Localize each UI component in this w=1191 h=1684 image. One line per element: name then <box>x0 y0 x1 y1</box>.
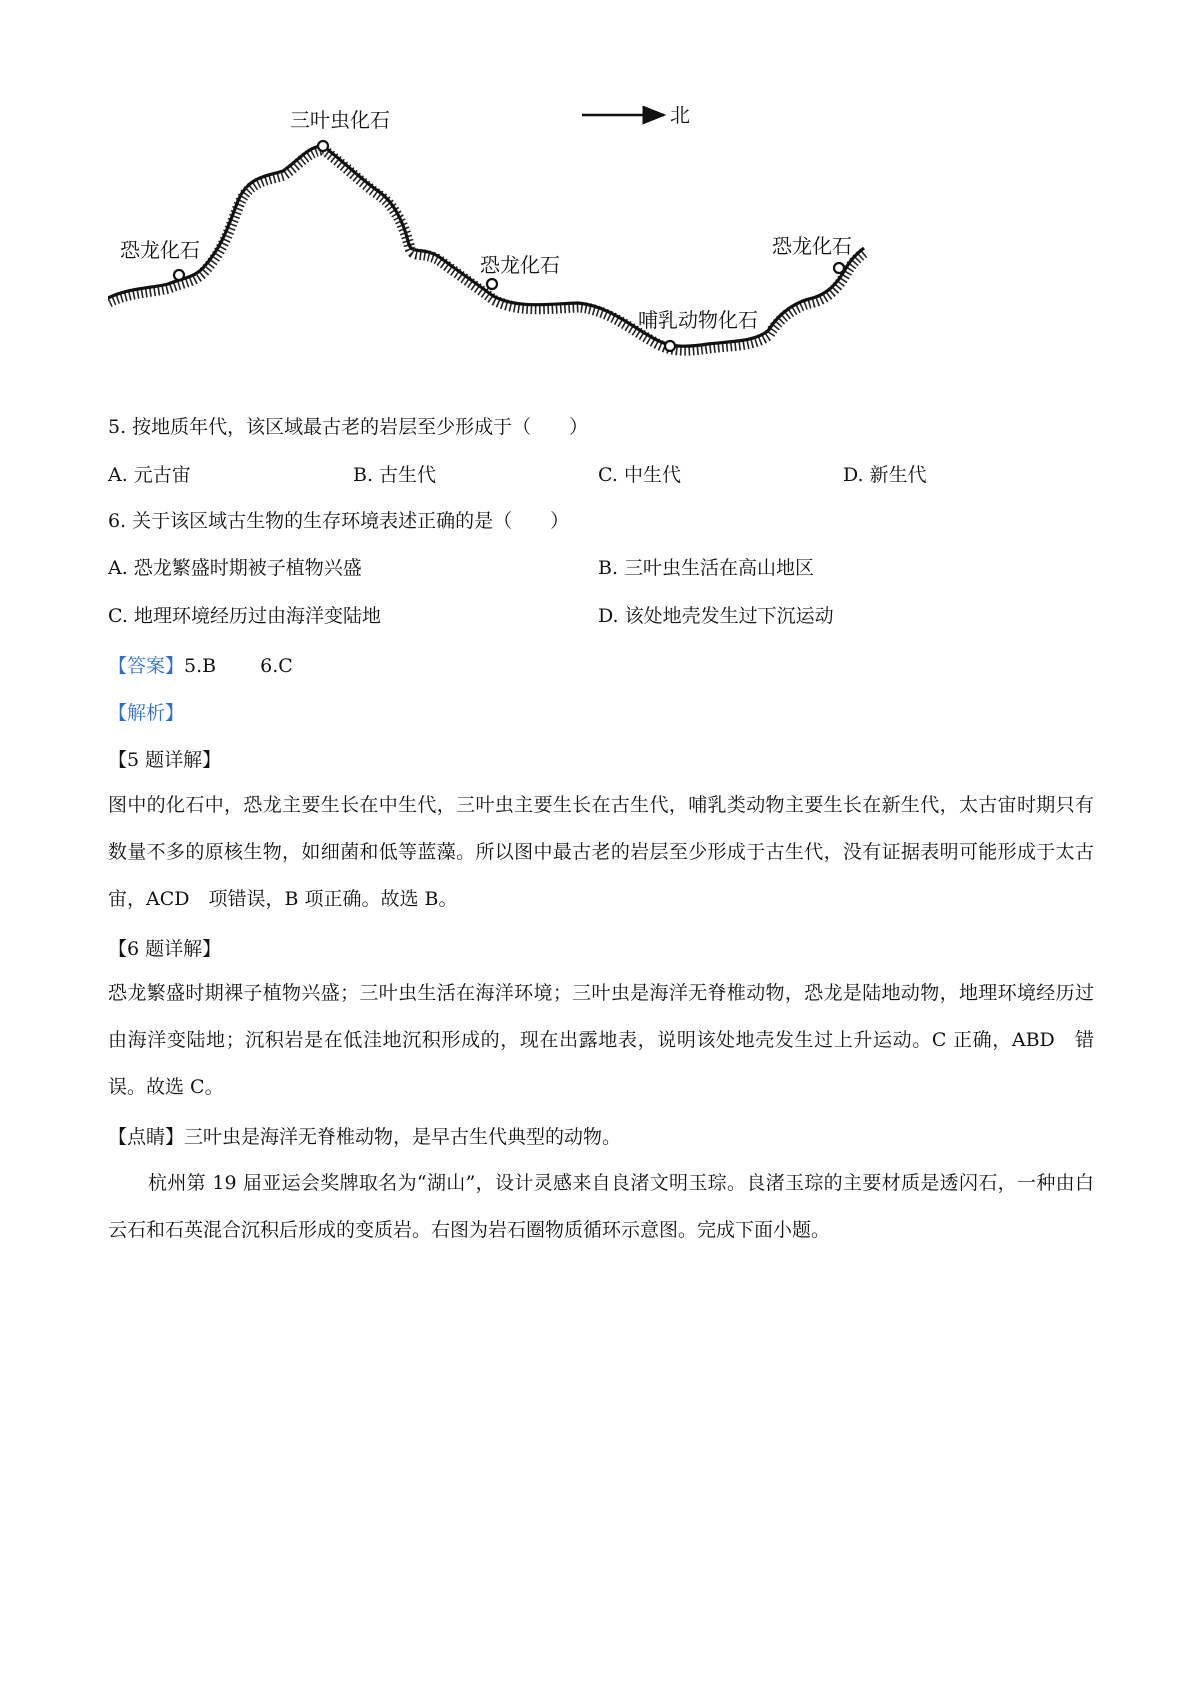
q5-option-a: A. 元古宙 <box>108 464 191 486</box>
detail-6-heading: 【6 题详解】 <box>108 938 222 960</box>
fossil-terrain-figure <box>108 106 938 401</box>
fossil-marker-dino-mid <box>487 279 497 289</box>
label-dino-mid: 恐龙化石 <box>480 253 560 277</box>
question-5-stem: 5. 按地质年代，该区域最古老的岩层至少形成于（ ） <box>108 416 589 438</box>
fossil-marker-mammal <box>665 341 675 351</box>
label-north: 北 <box>670 106 690 127</box>
answer-text: 5.B 6.C <box>184 655 293 677</box>
answer-label: 【答案】 <box>108 655 185 677</box>
q5-option-d: D. 新生代 <box>843 464 927 486</box>
answer-line <box>108 653 293 679</box>
fossil-marker-trilobite <box>318 141 328 151</box>
q6-option-b: B. 三叶虫生活在高山地区 <box>598 557 815 579</box>
terrain-diagram <box>108 106 938 401</box>
detail-5-text: 图中的化石中，恐龙主要生长在中生代，三叶虫主要生长在古生代，哺乳类动物主要生长在新生代，太古宙时期只有数量不多的原核生物，如细菌和低等蓝藻。所以图中最古老的岩层至少形成于古生代，没有证据表明可能形成于太古宙，ACD 项错误，B 项正确。故选 B。 <box>108 794 1094 910</box>
q5-option-c: C. 中生代 <box>598 464 681 486</box>
tip-line <box>108 1124 621 1150</box>
tip-label: 【点睛】 <box>108 1126 185 1148</box>
fossil-marker-dino-left <box>174 270 184 280</box>
q6-option-a: A. 恐龙繁盛时期被子植物兴盛 <box>108 557 362 579</box>
label-mammal: 哺乳动物化石 <box>638 308 758 332</box>
q6-option-c: C. 地理环境经历过由海洋变陆地 <box>108 605 381 627</box>
label-dino-left: 恐龙化石 <box>120 238 200 262</box>
detail-5-heading: 【5 题详解】 <box>108 749 222 771</box>
label-trilobite: 三叶虫化石 <box>290 108 390 132</box>
label-dino-right: 恐龙化石 <box>772 234 852 258</box>
q6-option-d: D. 该处地壳发生过下沉运动 <box>598 605 834 627</box>
detail-6-text: 恐龙繁盛时期裸子植物兴盛；三叶虫生活在海洋环境；三叶虫是海洋无脊椎动物，恐龙是陆地动物，地理环境经历过由海洋变陆地；沉积岩是在低洼地沉积形成的，现在出露地表，说明该处地壳发生过上升运动。C 正确，ABD 错误。故选 C。 <box>108 982 1094 1098</box>
fossil-marker-dino-right <box>834 263 844 273</box>
question-6-stem: 6. 关于该区域古生物的生存环境表述正确的是（ ） <box>108 510 570 532</box>
q5-option-b: B. 古生代 <box>353 464 437 486</box>
intro-paragraph: 杭州第 19 届亚运会奖牌取名为“湖山”，设计灵感来自良渚文明玉琮。良渚玉琮的主要材质是透闪石，一种由白云石和石英混合沉积后形成的变质岩。右图为岩石圈物质循环示意图。完成下面小题。 <box>108 1172 1094 1241</box>
tip-text: 三叶虫是海洋无脊椎动物，是早古生代典型的动物。 <box>184 1126 622 1148</box>
analysis-label: 【解析】 <box>108 702 185 724</box>
